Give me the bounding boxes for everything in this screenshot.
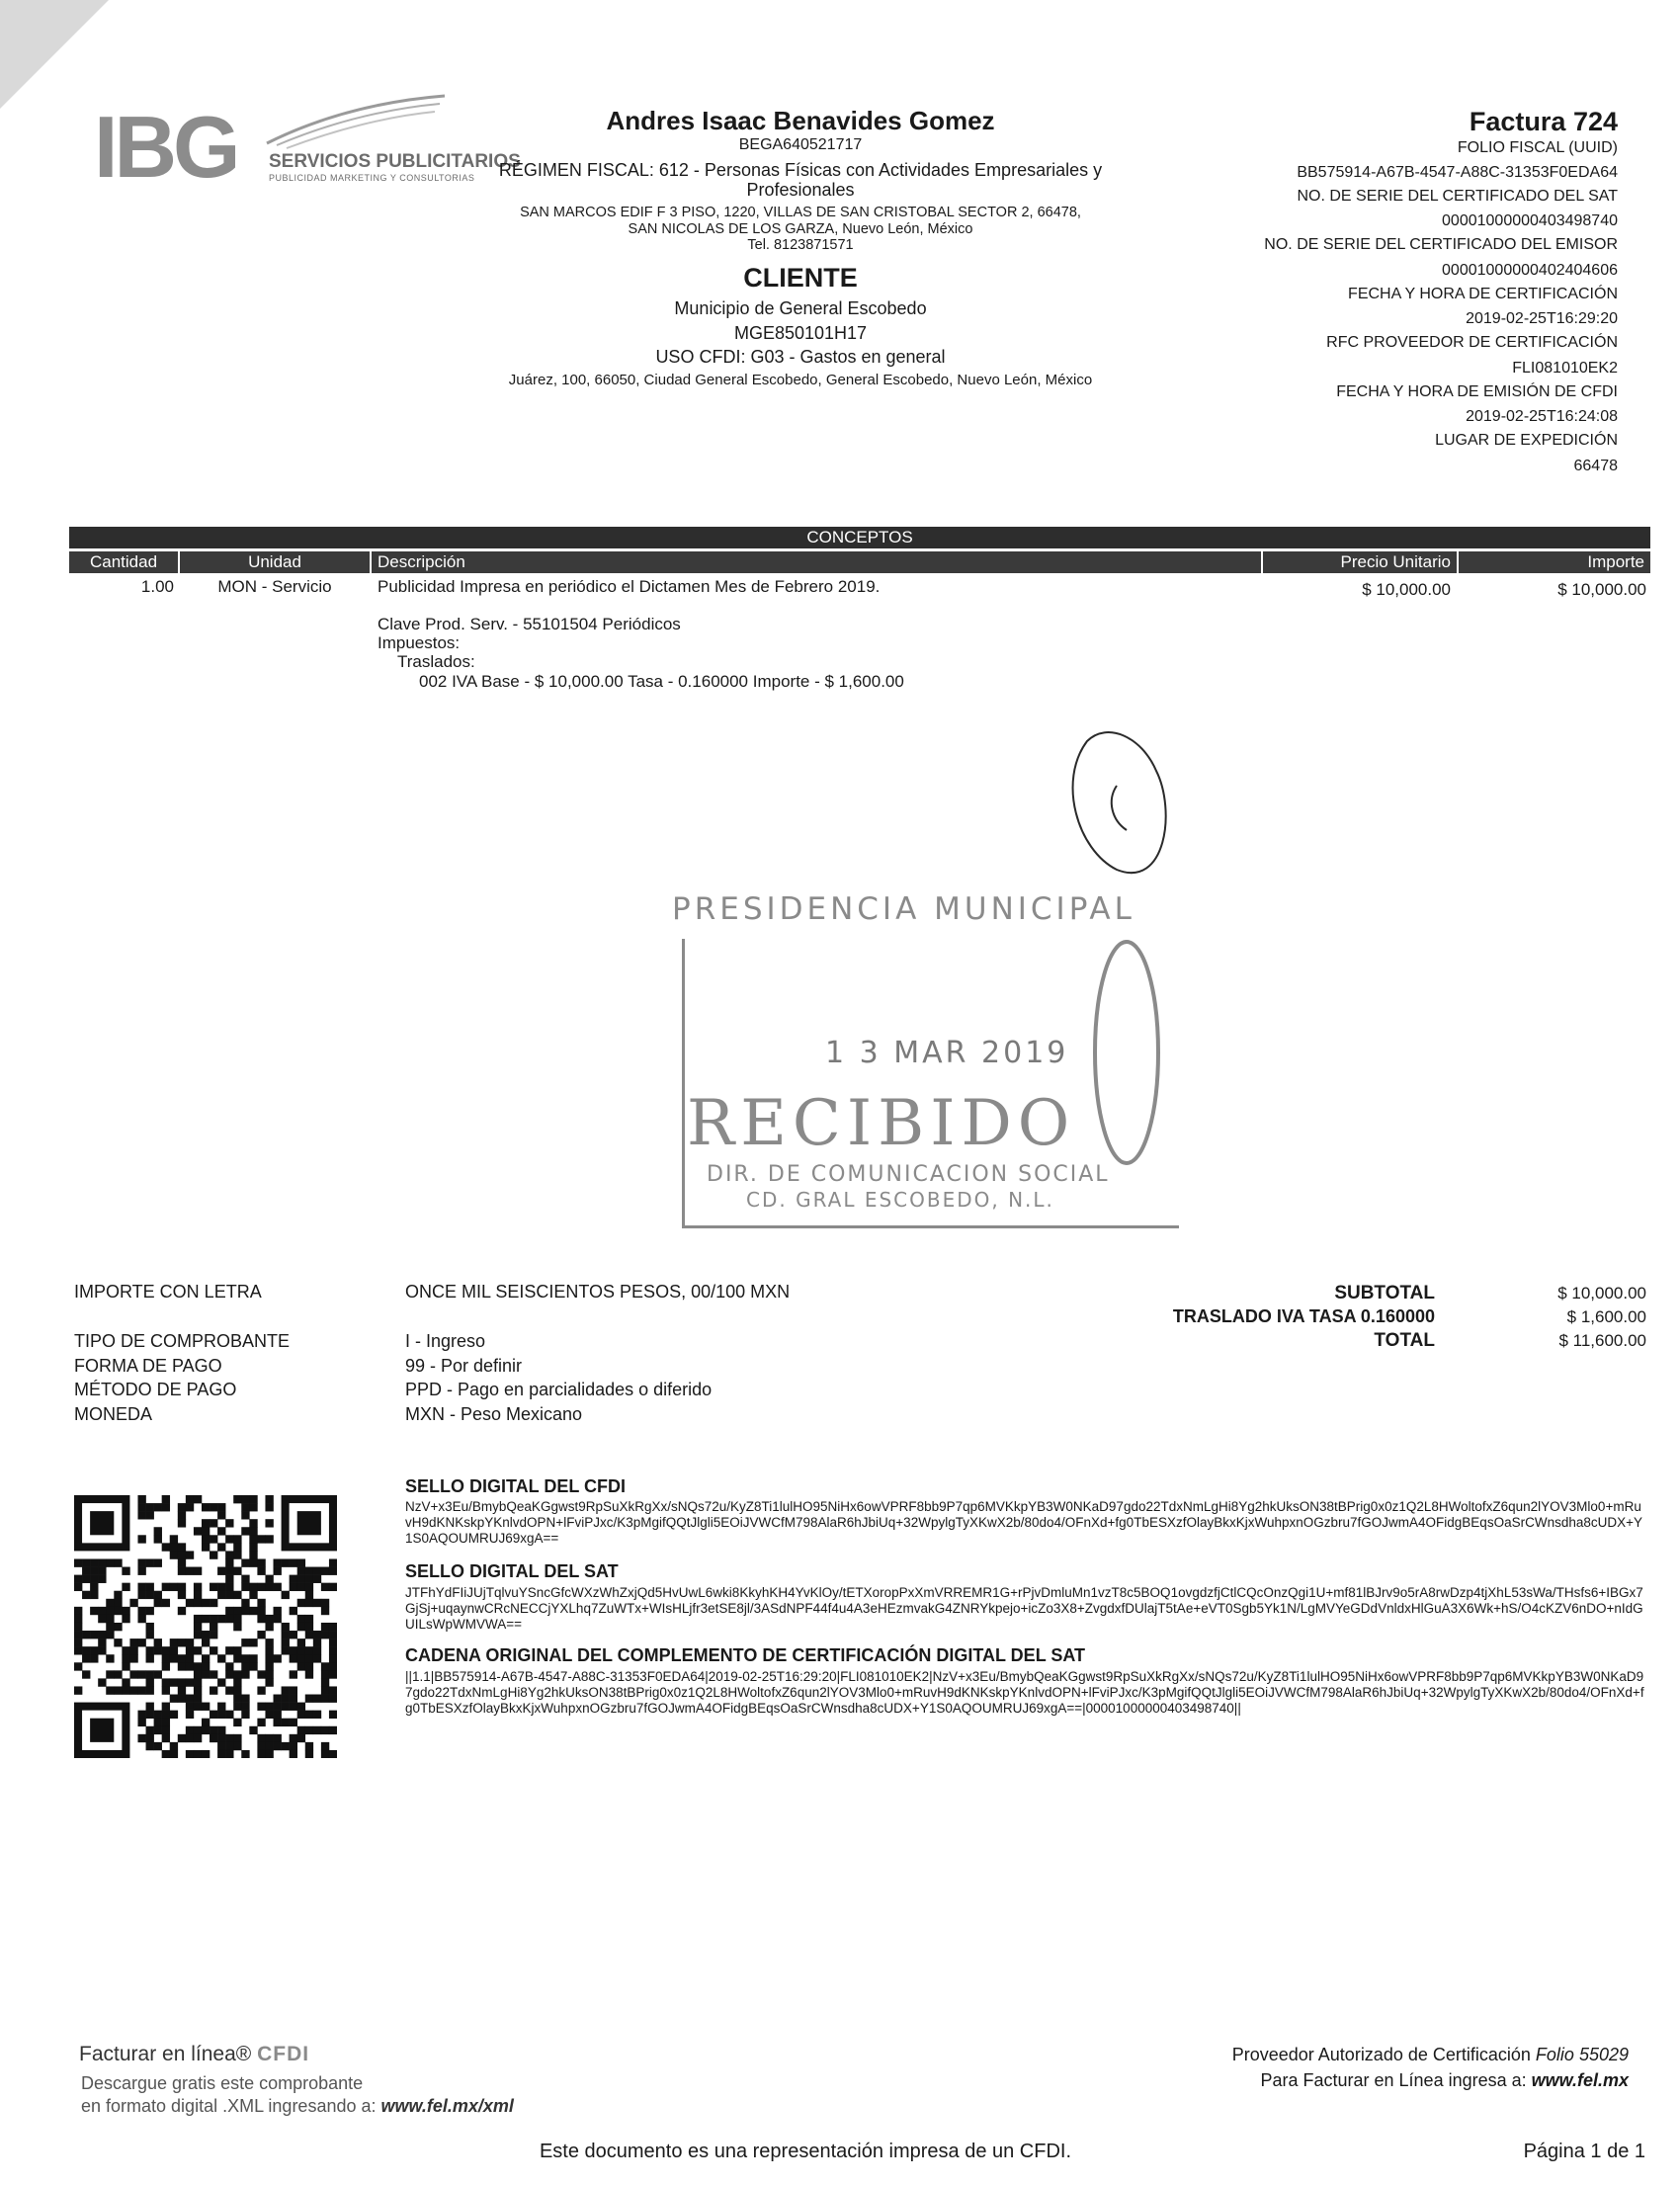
- issuer-address-2: SAN NICOLAS DE LOS GARZA, Nuevo León, México: [628, 221, 973, 237]
- row-iva: 002 IVA Base - $ 10,000.00 Tasa - 0.160000 Importe - $ 1,600.00: [419, 672, 904, 691]
- footer-provider-folio: Folio 55029: [1535, 2045, 1629, 2064]
- row-cantidad: 1.00: [140, 577, 174, 596]
- subtotal-label: SUBTOTAL: [1334, 1283, 1435, 1303]
- footer-brand: [79, 2043, 309, 2066]
- col-cantidad: Cantidad: [69, 551, 178, 573]
- issuer-name: Andres Isaac Benavides Gomez: [606, 106, 995, 135]
- row-impuestos: Impuestos:: [378, 633, 461, 652]
- footer-provider: [988, 2045, 1629, 2065]
- total-value: $ 11,600.00: [1558, 1331, 1646, 1350]
- sello-cfdi-label: SELLO DIGITAL DEL CFDI: [405, 1476, 627, 1496]
- row-unidad: MON - Servicio: [217, 577, 332, 596]
- sello-sat-label: SELLO DIGITAL DEL SAT: [405, 1561, 619, 1581]
- stamp-presidencia: PRESIDENCIA MUNICIPAL: [672, 891, 1135, 927]
- emision-label: FECHA Y HORA DE EMISIÓN DE CFDI: [1336, 383, 1618, 400]
- footer-representation: Este documento es una representación impresa de un CFDI.: [539, 2141, 1072, 2162]
- row-importe: $ 10,000.00: [1557, 580, 1646, 599]
- handwritten-signature: [1048, 721, 1176, 889]
- qr-code: [74, 1495, 337, 1758]
- issuer-address-1: SAN MARCOS EDIF F 3 PISO, 1220, VILLAS DE SAN CRISTOBAL SECTOR 2, 66478,: [520, 205, 1081, 220]
- importe-letra-value: ONCE MIL SEISCIENTOS PESOS, 00/100 MXN: [405, 1282, 791, 1302]
- cadena-value: ||1.1|BB575914-A67B-4547-A88C-31353F0EDA64|2019-02-25T16:29:20|FLI081010EK2|NzV+x3Eu/BmybQeaKGgwst9RpSuXkRgXx/sNQs72u/KyZ8Ti1lulHO95NiHx6owVPRF8bb9P7qp6MVKkpYB3W0NKaD97gdo22TdxNmLgHi8Yg2hkUksON38tBPrig0x0z1Q2L8HWoltofxZ6qun2lYOV3Mlo0+mRuvH9dKNKskpYKnlvdOPN+lFviPJxc/K3pMgifQQtJlgli5EOiJVWCfM798AlaR6hJbiUq+32WpylgTyXKwX2b/80do4/OFnXd+fg0TbESXzfOlayBkxKjxWuhpxnOGzbru7fGOJwmA4OFidgBEqsOaSrCWnsdha8cUDX+Y1S0AQOUMRUJ69xgA==|00001000000403498740||: [405, 1669, 1644, 1716]
- stamp-date: 1 3 MAR 2019: [825, 1036, 1069, 1070]
- sat-serial-label: NO. DE SERIE DEL CERTIFICADO DEL SAT: [1297, 188, 1618, 205]
- col-precio: Precio Unitario: [1263, 551, 1457, 573]
- subtotal-value: $ 10,000.00: [1557, 1284, 1646, 1303]
- forma-value: 99 - Por definir: [405, 1356, 523, 1376]
- footer-brand-text: Facturar en línea®: [79, 2043, 252, 2065]
- client-heading: CLIENTE: [743, 263, 858, 293]
- moneda-label: MONEDA: [74, 1404, 153, 1424]
- footer-page: Página 1 de 1: [1523, 2141, 1645, 2162]
- footer-facturar: [988, 2070, 1629, 2091]
- logo-subtagline: PUBLICIDAD MARKETING Y CONSULTORIAS: [269, 173, 475, 183]
- cert-date-label: FECHA Y HORA DE CERTIFICACIÓN: [1348, 286, 1618, 302]
- lugar-label: LUGAR DE EXPEDICIÓN: [1435, 432, 1618, 449]
- conceptos-header: CONCEPTOS: [69, 527, 1650, 548]
- sat-serial-value: 00001000000403498740: [1442, 212, 1618, 229]
- rfc-provider-label: RFC PROVEEDOR DE CERTIFICACIÓN: [1326, 334, 1618, 351]
- client-rfc: MGE850101H17: [733, 323, 868, 343]
- emisor-serial-label: NO. DE SERIE DEL CERTIFICADO DEL EMISOR: [1264, 236, 1618, 253]
- sello-sat-value: JTFhYdFIiJUjTqlvuYSncGfcWXzWhZxjQd5HvUwL6wki8KkyhKH4YvKlOy/tETXoropPxXmVRREMR1G+rPjvDmluMn1vzT8c5BOQ1ovgdzfjCtlCQcOnzQgi1U+mf81lBJrv9o5rA8rwDzp4tjXhL53sWa/THsfs6+IBGx7GjSj+uqaynwCRcNECCjYXLhq7ZuWTx+WIsHLjfr3etSE8jl/3ASdNPF44f4u4A3eHEzmvakG4ZNRYkpejo+icZo3X8+ZvgdxfDUlajT5tAe+eVT0Sgb5Yk1N/LgMVYeGDdVnldxHlGuA3X6Wk+hS/O4cKZV6nDO+nIdGUILsWpWMVWA==: [405, 1585, 1643, 1632]
- footer-facturar-text: Para Facturar en Línea ingresa a:: [1260, 2070, 1527, 2090]
- row-descripcion: Publicidad Impresa en periódico el Dictamen Mes de Febrero 2019.: [378, 577, 881, 596]
- row-clave: Clave Prod. Serv. - 55101504 Periódicos: [378, 615, 681, 633]
- footer-download-2: [81, 2096, 514, 2117]
- logo-swoosh-icon: [257, 94, 455, 153]
- footer-provider-text: Proveedor Autorizado de Certificación: [1231, 2045, 1531, 2064]
- moneda-value: MXN - Peso Mexicano: [405, 1404, 583, 1424]
- importe-letra-label: IMPORTE CON LETRA: [74, 1282, 262, 1302]
- folio-label: FOLIO FISCAL (UUID): [1457, 139, 1618, 156]
- emisor-serial-value: 00001000000402404606: [1442, 262, 1618, 279]
- col-descripcion: Descripción: [372, 551, 1261, 573]
- iva-label: TRASLADO IVA TASA 0.160000: [1172, 1306, 1435, 1326]
- logo-letters: IBG: [94, 98, 237, 196]
- col-unidad: Unidad: [180, 551, 370, 573]
- total-label: TOTAL: [1374, 1330, 1435, 1351]
- sello-cfdi-value: NzV+x3Eu/BmybQeaKGgwst9RpSuXkRgXx/sNQs72u/KyZ8Ti1lulHO95NiHx6owVPRF8bb9P7qp6MVKkpYB3W0NKaD97gdo22TdxNmLgHi8Yg2hkUksON38tBPrig0x0z1Q2L8HWoltofxZ6qun2lYOV3Mlo0+mRuvH9dKNKskpYKnlvdOPN+lFviPJxc/K3pMgifQQtJlgli5EOiJVWCfM798AlaR6hJbiUq+32WpylgTyXKwX2b/80do4/OFnXd+fg0TbESXzfOlayBkxKjxWuhpxnOGzbru7fGOJwmA4OFidgBEqsOaSrCWnsdha8cUDX+Y1S0AQOUMRUJ69xgA==: [405, 1499, 1642, 1546]
- issuer-phone: Tel. 8123871571: [747, 237, 854, 253]
- client-uso-cfdi: USO CFDI: G03 - Gastos en general: [655, 347, 946, 367]
- col-importe: Importe: [1459, 551, 1650, 573]
- footer-download-text: en formato digital .XML ingresando a:: [81, 2096, 377, 2116]
- page-corner-fold: [0, 0, 109, 109]
- metodo-label: MÉTODO DE PAGO: [74, 1380, 237, 1399]
- stamp-city: CD. GRAL ESCOBEDO, N.L.: [746, 1188, 1054, 1212]
- stamp-department: DIR. DE COMUNICACION SOCIAL: [707, 1162, 1110, 1187]
- client-name: Municipio de General Escobedo: [674, 298, 927, 318]
- lugar-value: 66478: [1573, 458, 1618, 474]
- row-traslados: Traslados:: [397, 652, 475, 671]
- stamp-letter-o-shape: [1087, 929, 1166, 1176]
- folio-value: BB575914-A67B-4547-A88C-31353F0EDA64: [1297, 164, 1618, 181]
- client-address: Juárez, 100, 66050, Ciudad General Escobedo, General Escobedo, Nuevo León, México: [508, 372, 1093, 388]
- stamp-recibido: RECIBIDO: [687, 1087, 1076, 1160]
- tipo-label: TIPO DE COMPROBANTE: [74, 1331, 291, 1351]
- cert-date-value: 2019-02-25T16:29:20: [1466, 310, 1618, 327]
- cadena-label: CADENA ORIGINAL DEL COMPLEMENTO DE CERTIFICACIÓN DIGITAL DEL SAT: [405, 1645, 1086, 1665]
- footer-brand-cfdi: CFDI: [257, 2043, 310, 2065]
- logo-tagline: SERVICIOS PUBLICITARIOS: [269, 151, 521, 172]
- forma-label: FORMA DE PAGO: [74, 1356, 222, 1376]
- rfc-provider-value: FLI081010EK2: [1512, 360, 1618, 377]
- invoice-title: Factura 724: [1469, 107, 1618, 136]
- emision-value: 2019-02-25T16:24:08: [1466, 408, 1618, 425]
- iva-value: $ 1,600.00: [1566, 1307, 1646, 1326]
- issuer-regimen: RÉGIMEN FISCAL: 612 - Personas Físicas con Actividades Empresariales y Profesionales: [498, 160, 1103, 200]
- footer-download-url[interactable]: www.fel.mx/xml: [380, 2096, 514, 2116]
- row-precio: $ 10,000.00: [1362, 580, 1451, 599]
- tipo-value: I - Ingreso: [405, 1331, 486, 1351]
- issuer-rfc: BEGA640521717: [738, 136, 863, 153]
- footer-download-1: Descargue gratis este comprobante: [81, 2073, 364, 2093]
- metodo-value: PPD - Pago en parcialidades o diferido: [405, 1380, 713, 1399]
- footer-facturar-url[interactable]: www.fel.mx: [1531, 2070, 1629, 2090]
